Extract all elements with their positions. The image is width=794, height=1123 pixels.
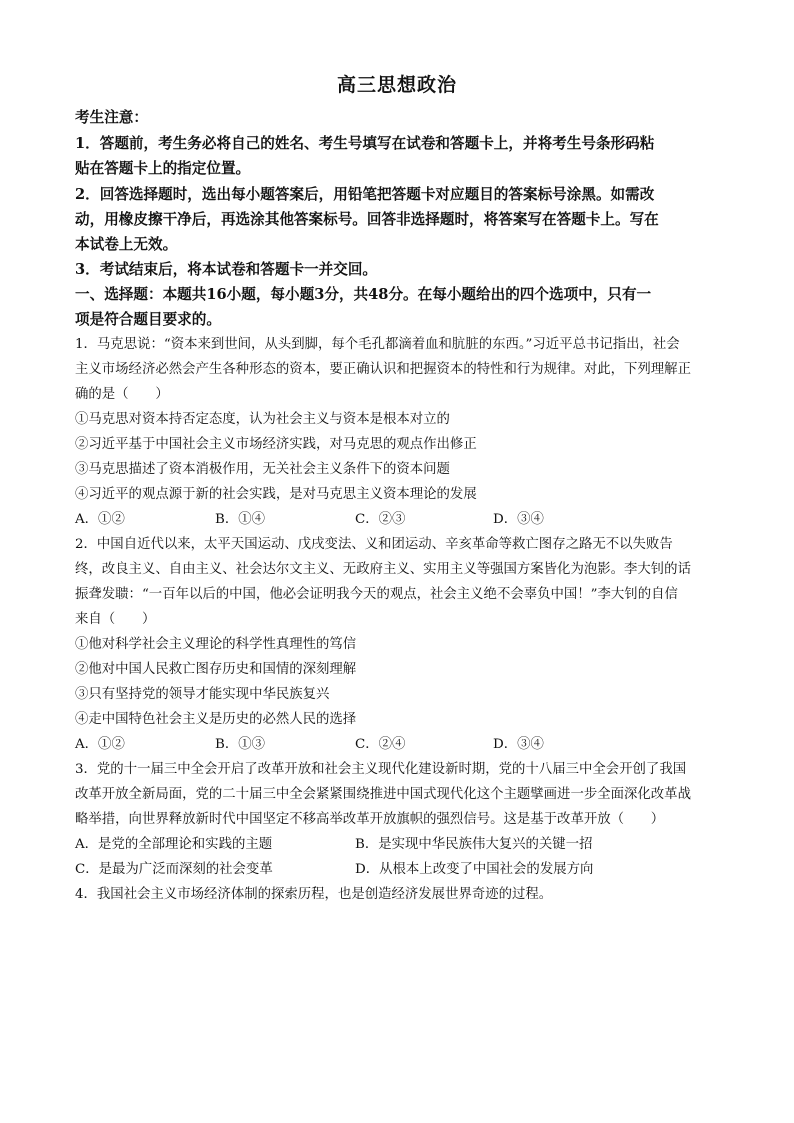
question-1-option-d: D．③④ xyxy=(493,512,544,527)
question-3-stem: 3．党的十一届三中全会开启了改革开放和社会主义现代化建设新时期，党的十八届三中全会开创了我国 xyxy=(75,762,687,777)
question-2-statement: ②他对中国人民救亡图存历史和国情的深刻理解 xyxy=(75,662,357,677)
question-2-stem: 2．中国自近代以来，太平天国运动、戊戌变法、义和团运动、辛亥革命等救亡图存之路无不以失败告 xyxy=(75,537,673,552)
question-1-statement: ④习近平的观点源于新的社会实践，是对马克思主义资本理论的发展 xyxy=(75,487,477,502)
question-2-option-c: C．②④ xyxy=(355,737,406,752)
question-2-statement: ④走中国特色社会主义是历史的必然人民的选择 xyxy=(75,712,357,727)
question-1-statement: ③马克思描述了资本消极作用，无关社会主义条件下的资本问题 xyxy=(75,462,450,477)
question-2-option-d: D．③④ xyxy=(493,737,544,752)
question-2-stem: 振聋发聩：“一百年以后的中国，他必会证明我今天的观点，社会主义绝不会辜负中国！”李大钊的自信 xyxy=(75,587,678,602)
page-title: 高三思想政治 xyxy=(336,74,457,96)
question-1-stem: 确的是（ ） xyxy=(75,387,169,402)
notice-heading: 考生注意： xyxy=(75,109,148,126)
section-heading: 项是符合题目要求的。 xyxy=(75,311,221,328)
question-2-option-a: A．①② xyxy=(75,737,125,752)
notice-line: 3．考试结束后，将本试卷和答题卡一并交回。 xyxy=(75,261,378,278)
question-2-option-b: B．①③ xyxy=(215,737,266,752)
notice-line: 1．答题前，考生务必将自己的姓名、考生号填写在试卷和答题卡上，并将考生号条形码粘 xyxy=(75,135,655,152)
question-1-statement: ②习近平基于中国社会主义市场经济实践，对马克思的观点作出修正 xyxy=(75,437,477,452)
question-1-option-c: C．②③ xyxy=(355,512,406,527)
question-3-stem: 略举措，向世界释放新时代中国坚定不移高举改革开放旗帜的强烈信号。这是基于改革开放（ ） xyxy=(75,812,665,827)
question-3-option-c: C．是最为广泛而深刻的社会变革 xyxy=(75,862,273,877)
question-1-option-a: A．①② xyxy=(75,512,125,527)
question-2-stem: 来自（ ） xyxy=(75,612,156,627)
question-2-stem: 终，改良主义、自由主义、社会达尔文主义、无政府主义、实用主义等强国方案皆化为泡影。李大钊的话 xyxy=(75,562,691,577)
question-2-statement: ①他对科学社会主义理论的科学性真理性的笃信 xyxy=(75,637,357,652)
question-1-stem: 1．马克思说：“资本来到世间，从头到脚，每个毛孔都滴着血和肮脏的东西。”习近平总书记指出，社会 xyxy=(75,337,680,352)
question-1-statement: ①马克思对资本持否定态度，认为社会主义与资本是根本对立的 xyxy=(75,412,450,427)
question-2-statement: ③只有坚持党的领导才能实现中华民族复兴 xyxy=(75,687,330,702)
question-3-option-a: A．是党的全部理论和实践的主题 xyxy=(75,837,273,852)
notice-line: 2．回答选择题时，选出每小题答案后，用铅笔把答题卡对应题目的答案标号涂黑。如需改 xyxy=(75,186,655,203)
section-heading: 一、选择题：本题共16小题，每小题3分，共48分。在每小题给出的四个选项中，只有一 xyxy=(75,286,652,303)
question-4-stem: 4．我国社会主义市场经济体制的探索历程，也是创造经济发展世界奇迹的过程。 xyxy=(75,887,553,902)
notice-line: 动，用橡皮擦干净后，再选涂其他答案标号。回答非选择题时，将答案写在答题卡上。写在 xyxy=(75,211,659,228)
question-1-option-b: B．①④ xyxy=(215,512,266,527)
question-3-option-d: D．从根本上改变了中国社会的发展方向 xyxy=(355,862,594,877)
notice-line: 本试卷上无效。 xyxy=(75,236,178,253)
question-3-stem: 改革开放全新局面，党的二十届三中全会紧紧围绕推进中国式现代化这个主题擘画进一步全面深化改革战 xyxy=(75,787,691,802)
question-3-option-b: B．是实现中华民族伟大复兴的关键一招 xyxy=(355,837,593,852)
notice-line: 贴在答题卡上的指定位置。 xyxy=(75,160,251,177)
question-1-stem: 主义市场经济必然会产生各种形态的资本，要正确认识和把握资本的特性和行为规律。对此，下列理解正 xyxy=(75,362,691,377)
